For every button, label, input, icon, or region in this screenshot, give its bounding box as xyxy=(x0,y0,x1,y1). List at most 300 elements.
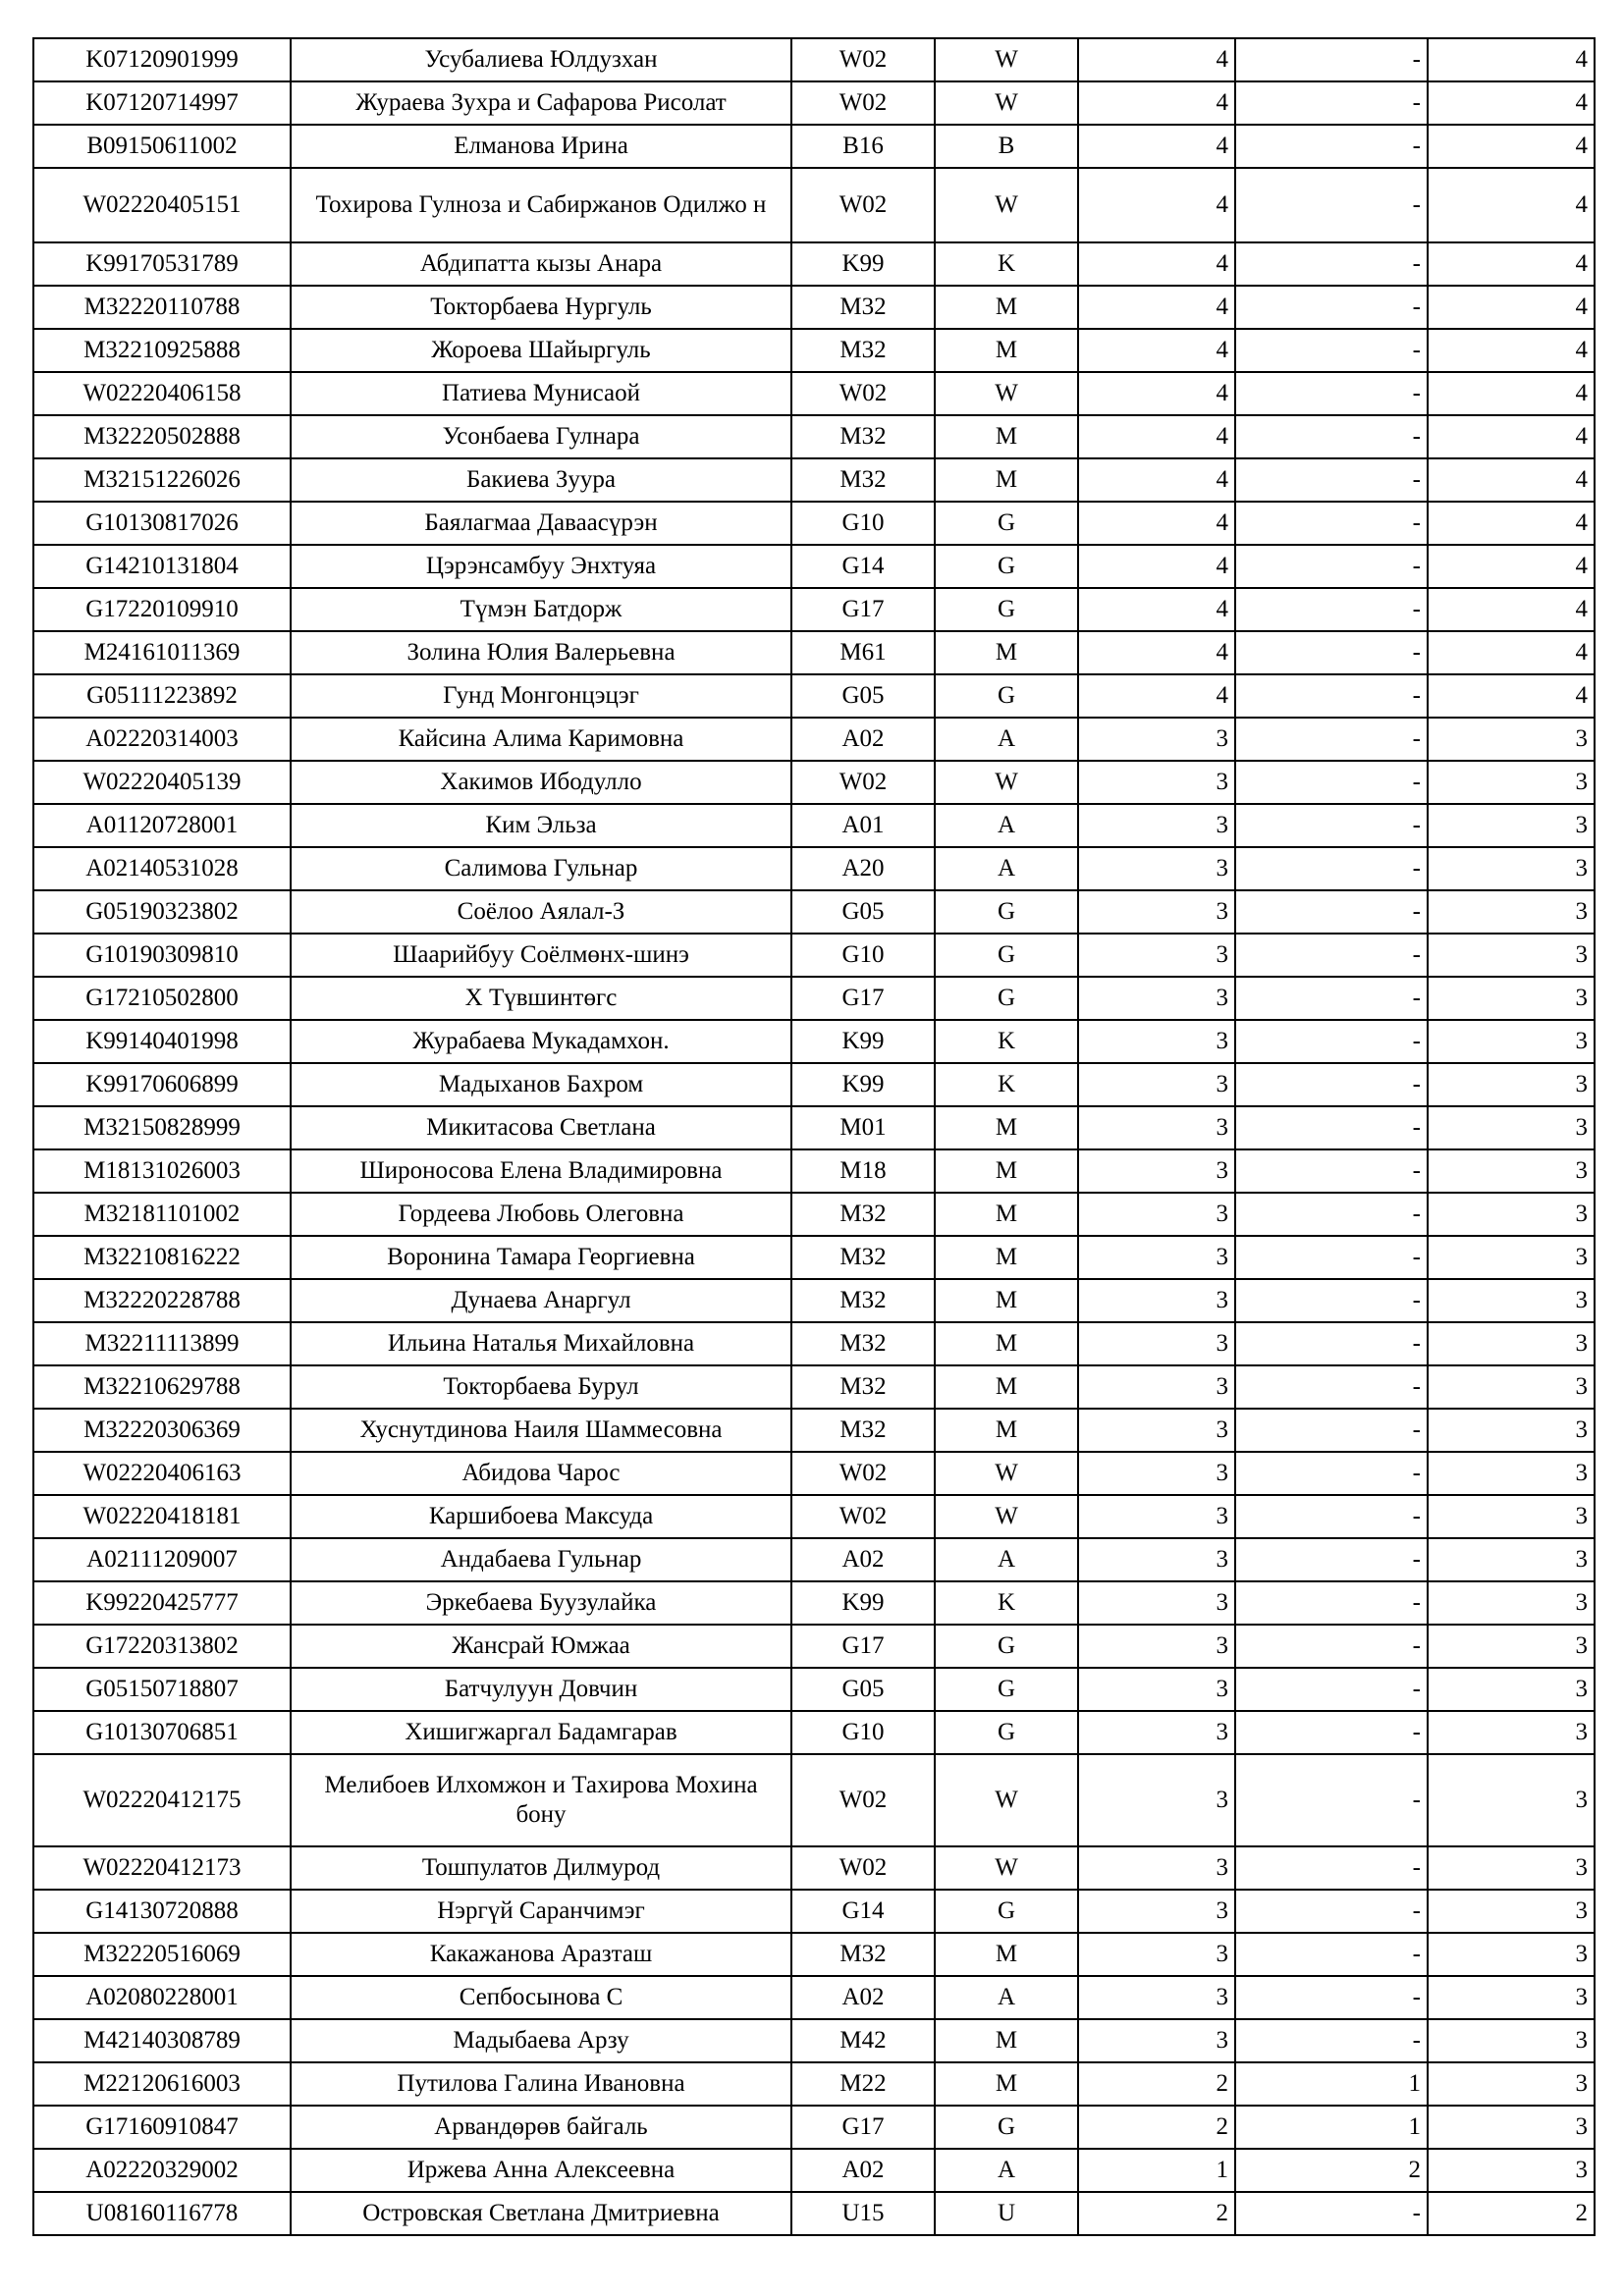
cell-category: M xyxy=(935,1365,1078,1409)
cell-count-a: 3 xyxy=(1078,1538,1235,1581)
cell-category: K xyxy=(935,242,1078,286)
cell-total: 3 xyxy=(1428,718,1595,761)
cell-category: W xyxy=(935,1846,1078,1890)
cell-total: 3 xyxy=(1428,1495,1595,1538)
cell-total: 3 xyxy=(1428,1106,1595,1149)
cell-category: A xyxy=(935,804,1078,847)
cell-name: Батчулуун Довчин xyxy=(291,1668,791,1711)
cell-total: 3 xyxy=(1428,1322,1595,1365)
cell-total: 4 xyxy=(1428,168,1595,242)
cell-id: M32150828999 xyxy=(33,1106,291,1149)
cell-category: M xyxy=(935,1322,1078,1365)
cell-name: Хишигжаргал Бадамгарав xyxy=(291,1711,791,1754)
cell-name: Тошпулатов Дилмурод xyxy=(291,1846,791,1890)
cell-id: M32220110788 xyxy=(33,286,291,329)
cell-count-a: 3 xyxy=(1078,1976,1235,2019)
table-row xyxy=(33,329,1595,372)
cell-count-a: 2 xyxy=(1078,2062,1235,2106)
table-row xyxy=(33,1846,1595,1890)
cell-id: K07120901999 xyxy=(33,38,291,81)
table-row xyxy=(33,38,1595,81)
cell-code: G05 xyxy=(791,1668,935,1711)
cell-total: 3 xyxy=(1428,847,1595,890)
cell-category: A xyxy=(935,847,1078,890)
cell-name: Жураева Зухра и Сафарова Рисолат xyxy=(291,81,791,125)
cell-total: 3 xyxy=(1428,1279,1595,1322)
cell-name: Усонбаева Гулнара xyxy=(291,415,791,458)
cell-total: 3 xyxy=(1428,1365,1595,1409)
cell-count-a: 3 xyxy=(1078,1236,1235,1279)
table-row xyxy=(33,1020,1595,1063)
cell-id: M18131026003 xyxy=(33,1149,291,1193)
cell-id: A02080228001 xyxy=(33,1976,291,2019)
cell-count-a: 3 xyxy=(1078,890,1235,934)
cell-code: G10 xyxy=(791,1711,935,1754)
cell-count-a: 3 xyxy=(1078,1106,1235,1149)
cell-id: M32220228788 xyxy=(33,1279,291,1322)
table-row xyxy=(33,890,1595,934)
cell-category: W xyxy=(935,81,1078,125)
cell-id: M32210925888 xyxy=(33,329,291,372)
cell-category: W xyxy=(935,38,1078,81)
cell-count-b: - xyxy=(1235,1846,1428,1890)
table-row xyxy=(33,1933,1595,1976)
cell-count-b: - xyxy=(1235,1279,1428,1322)
cell-name: Микитасова Светлана xyxy=(291,1106,791,1149)
cell-code: G17 xyxy=(791,1625,935,1668)
cell-name: Бакиева Зуура xyxy=(291,458,791,502)
cell-id: G17210502800 xyxy=(33,977,291,1020)
cell-total: 4 xyxy=(1428,588,1595,631)
cell-count-a: 3 xyxy=(1078,847,1235,890)
cell-category: K xyxy=(935,1581,1078,1625)
cell-id: W02220406158 xyxy=(33,372,291,415)
cell-total: 3 xyxy=(1428,761,1595,804)
cell-count-b: - xyxy=(1235,1890,1428,1933)
cell-code: M32 xyxy=(791,1322,935,1365)
cell-count-b: - xyxy=(1235,1538,1428,1581)
cell-code: W02 xyxy=(791,81,935,125)
table-row xyxy=(33,718,1595,761)
table-row xyxy=(33,934,1595,977)
cell-name: Сепбосынова С xyxy=(291,1976,791,2019)
cell-id: M32181101002 xyxy=(33,1193,291,1236)
cell-category: K xyxy=(935,1063,1078,1106)
table-row xyxy=(33,1279,1595,1322)
cell-category: M xyxy=(935,1236,1078,1279)
cell-name: Усубалиева Юлдузхан xyxy=(291,38,791,81)
cell-category: B xyxy=(935,125,1078,168)
cell-total: 4 xyxy=(1428,329,1595,372)
cell-id: G14130720888 xyxy=(33,1890,291,1933)
cell-name: Шаарийбуу Соёлмөнх-шинэ xyxy=(291,934,791,977)
cell-id: W02220412175 xyxy=(33,1754,291,1846)
cell-name: Золина Юлия Валерьевна xyxy=(291,631,791,674)
cell-count-b: - xyxy=(1235,1020,1428,1063)
cell-code: K99 xyxy=(791,1063,935,1106)
cell-count-b: - xyxy=(1235,1581,1428,1625)
cell-count-a: 1 xyxy=(1078,2149,1235,2192)
cell-total: 3 xyxy=(1428,1193,1595,1236)
cell-code: M32 xyxy=(791,1933,935,1976)
cell-count-a: 4 xyxy=(1078,415,1235,458)
cell-id: G10130706851 xyxy=(33,1711,291,1754)
cell-id: A02111209007 xyxy=(33,1538,291,1581)
cell-category: G xyxy=(935,2106,1078,2149)
cell-category: G xyxy=(935,502,1078,545)
table-row xyxy=(33,2106,1595,2149)
cell-count-b: - xyxy=(1235,977,1428,1020)
cell-name: Островская Светлана Дмитриевна xyxy=(291,2192,791,2235)
cell-id: M32210816222 xyxy=(33,1236,291,1279)
cell-code: W02 xyxy=(791,38,935,81)
cell-code: W02 xyxy=(791,1495,935,1538)
cell-category: G xyxy=(935,1625,1078,1668)
table-row xyxy=(33,2149,1595,2192)
table-row xyxy=(33,1149,1595,1193)
cell-name: Цэрэнсамбуу Энхтуяа xyxy=(291,545,791,588)
cell-code: G05 xyxy=(791,674,935,718)
cell-total: 3 xyxy=(1428,1890,1595,1933)
cell-code: W02 xyxy=(791,1846,935,1890)
cell-category: M xyxy=(935,1149,1078,1193)
table-row xyxy=(33,125,1595,168)
cell-code: A02 xyxy=(791,1976,935,2019)
cell-code: A20 xyxy=(791,847,935,890)
cell-count-b: - xyxy=(1235,1322,1428,1365)
cell-code: G17 xyxy=(791,977,935,1020)
cell-count-a: 4 xyxy=(1078,125,1235,168)
cell-id: M32210629788 xyxy=(33,1365,291,1409)
cell-count-a: 3 xyxy=(1078,1322,1235,1365)
cell-count-b: - xyxy=(1235,588,1428,631)
cell-category: M xyxy=(935,631,1078,674)
cell-id: W02220418181 xyxy=(33,1495,291,1538)
cell-total: 4 xyxy=(1428,125,1595,168)
table-row xyxy=(33,1322,1595,1365)
cell-total: 3 xyxy=(1428,1976,1595,2019)
cell-count-b: - xyxy=(1235,1063,1428,1106)
cell-count-b: - xyxy=(1235,718,1428,761)
cell-category: W xyxy=(935,372,1078,415)
cell-count-a: 4 xyxy=(1078,242,1235,286)
cell-count-a: 3 xyxy=(1078,1063,1235,1106)
cell-category: W xyxy=(935,761,1078,804)
cell-category: A xyxy=(935,1538,1078,1581)
cell-id: G05111223892 xyxy=(33,674,291,718)
cell-category: G xyxy=(935,588,1078,631)
table-row xyxy=(33,977,1595,1020)
cell-count-b: - xyxy=(1235,1625,1428,1668)
cell-id: W02220405151 xyxy=(33,168,291,242)
cell-count-a: 4 xyxy=(1078,631,1235,674)
cell-count-b: - xyxy=(1235,242,1428,286)
cell-name: Патиева Мунисаой xyxy=(291,372,791,415)
cell-id: A01120728001 xyxy=(33,804,291,847)
cell-total: 4 xyxy=(1428,372,1595,415)
table-row xyxy=(33,168,1595,242)
cell-count-b: - xyxy=(1235,2019,1428,2062)
cell-id: U08160116778 xyxy=(33,2192,291,2235)
cell-name: Салимова Гульнар xyxy=(291,847,791,890)
cell-id: G17220313802 xyxy=(33,1625,291,1668)
cell-id: G14210131804 xyxy=(33,545,291,588)
cell-name: Гордеева Любовь Олеговна xyxy=(291,1193,791,1236)
cell-count-b: - xyxy=(1235,372,1428,415)
cell-category: M xyxy=(935,458,1078,502)
cell-category: M xyxy=(935,1409,1078,1452)
cell-count-b: - xyxy=(1235,761,1428,804)
cell-count-a: 4 xyxy=(1078,81,1235,125)
cell-code: M32 xyxy=(791,1409,935,1452)
cell-code: M42 xyxy=(791,2019,935,2062)
cell-name: Эркебаева Буузулайка xyxy=(291,1581,791,1625)
cell-total: 3 xyxy=(1428,1668,1595,1711)
cell-count-a: 4 xyxy=(1078,545,1235,588)
cell-count-a: 3 xyxy=(1078,977,1235,1020)
cell-total: 3 xyxy=(1428,1020,1595,1063)
cell-count-a: 3 xyxy=(1078,804,1235,847)
cell-id: W02220405139 xyxy=(33,761,291,804)
cell-id: K07120714997 xyxy=(33,81,291,125)
cell-category: G xyxy=(935,890,1078,934)
table-row xyxy=(33,588,1595,631)
cell-count-a: 3 xyxy=(1078,1846,1235,1890)
cell-category: G xyxy=(935,934,1078,977)
cell-total: 4 xyxy=(1428,286,1595,329)
table-row xyxy=(33,1452,1595,1495)
cell-category: A xyxy=(935,718,1078,761)
cell-count-b: - xyxy=(1235,1365,1428,1409)
cell-code: G14 xyxy=(791,1890,935,1933)
cell-code: M32 xyxy=(791,415,935,458)
cell-name: Елманова Ирина xyxy=(291,125,791,168)
cell-count-b: - xyxy=(1235,1933,1428,1976)
cell-total: 3 xyxy=(1428,2019,1595,2062)
cell-name: Жансрай Юмжаа xyxy=(291,1625,791,1668)
cell-code: W02 xyxy=(791,761,935,804)
cell-count-a: 3 xyxy=(1078,1933,1235,1976)
table-row xyxy=(33,1538,1595,1581)
cell-category: G xyxy=(935,1668,1078,1711)
table-row xyxy=(33,1754,1595,1846)
cell-id: W02220406163 xyxy=(33,1452,291,1495)
cell-count-b: 1 xyxy=(1235,2062,1428,2106)
cell-count-a: 4 xyxy=(1078,329,1235,372)
cell-count-a: 3 xyxy=(1078,1149,1235,1193)
cell-category: M xyxy=(935,2019,1078,2062)
cell-total: 4 xyxy=(1428,545,1595,588)
cell-code: A01 xyxy=(791,804,935,847)
cell-id: M32220502888 xyxy=(33,415,291,458)
cell-code: G05 xyxy=(791,890,935,934)
cell-count-a: 4 xyxy=(1078,502,1235,545)
cell-total: 3 xyxy=(1428,804,1595,847)
table-row xyxy=(33,1668,1595,1711)
cell-count-a: 3 xyxy=(1078,1452,1235,1495)
table-row xyxy=(33,2192,1595,2235)
cell-count-b: - xyxy=(1235,286,1428,329)
cell-count-a: 3 xyxy=(1078,718,1235,761)
cell-count-b: - xyxy=(1235,1754,1428,1846)
table-row xyxy=(33,1409,1595,1452)
table-row xyxy=(33,804,1595,847)
table-row xyxy=(33,847,1595,890)
cell-count-b: - xyxy=(1235,1495,1428,1538)
cell-total: 3 xyxy=(1428,2106,1595,2149)
cell-total: 3 xyxy=(1428,1063,1595,1106)
cell-category: M xyxy=(935,1193,1078,1236)
table-row xyxy=(33,502,1595,545)
cell-name: Жороева Шайыргуль xyxy=(291,329,791,372)
table-row xyxy=(33,1193,1595,1236)
cell-name: Каршибоева Максуда xyxy=(291,1495,791,1538)
table-row xyxy=(33,1495,1595,1538)
cell-id: B09150611002 xyxy=(33,125,291,168)
cell-total: 3 xyxy=(1428,1538,1595,1581)
cell-code: M32 xyxy=(791,1365,935,1409)
table-row xyxy=(33,1976,1595,2019)
cell-code: M32 xyxy=(791,286,935,329)
cell-count-b: - xyxy=(1235,168,1428,242)
cell-id: M32220306369 xyxy=(33,1409,291,1452)
cell-id: G10130817026 xyxy=(33,502,291,545)
cell-name: Абдипатта кызы Анара xyxy=(291,242,791,286)
cell-count-b: - xyxy=(1235,458,1428,502)
cell-category: M xyxy=(935,1106,1078,1149)
cell-count-a: 3 xyxy=(1078,1890,1235,1933)
cell-name: Гунд Монгонцэцэг xyxy=(291,674,791,718)
cell-name: Андабаева Гульнар xyxy=(291,1538,791,1581)
cell-category: M xyxy=(935,415,1078,458)
cell-category: W xyxy=(935,1495,1078,1538)
cell-count-a: 3 xyxy=(1078,1409,1235,1452)
cell-code: U15 xyxy=(791,2192,935,2235)
cell-code: W02 xyxy=(791,168,935,242)
cell-count-b: - xyxy=(1235,1452,1428,1495)
cell-name: Түмэн Батдорж xyxy=(291,588,791,631)
cell-total: 4 xyxy=(1428,674,1595,718)
cell-id: G10190309810 xyxy=(33,934,291,977)
cell-count-a: 3 xyxy=(1078,1711,1235,1754)
cell-name: Мадыбаева Арзу xyxy=(291,2019,791,2062)
table-row xyxy=(33,458,1595,502)
cell-code: M22 xyxy=(791,2062,935,2106)
cell-code: M32 xyxy=(791,1193,935,1236)
table-row xyxy=(33,2062,1595,2106)
cell-name: Абидова Чарос xyxy=(291,1452,791,1495)
cell-count-a: 4 xyxy=(1078,458,1235,502)
cell-id: G17220109910 xyxy=(33,588,291,631)
cell-code: M32 xyxy=(791,1236,935,1279)
cell-total: 3 xyxy=(1428,1452,1595,1495)
cell-count-b: 1 xyxy=(1235,2106,1428,2149)
cell-category: G xyxy=(935,545,1078,588)
cell-code: W02 xyxy=(791,1754,935,1846)
cell-count-b: - xyxy=(1235,890,1428,934)
cell-count-a: 3 xyxy=(1078,934,1235,977)
cell-id: M32151226026 xyxy=(33,458,291,502)
cell-name: Арвандөрөв байгаль xyxy=(291,2106,791,2149)
cell-id: K99220425777 xyxy=(33,1581,291,1625)
cell-count-a: 2 xyxy=(1078,2192,1235,2235)
cell-total: 4 xyxy=(1428,502,1595,545)
cell-code: M32 xyxy=(791,458,935,502)
cell-count-a: 4 xyxy=(1078,588,1235,631)
cell-total: 4 xyxy=(1428,81,1595,125)
cell-total: 4 xyxy=(1428,631,1595,674)
cell-count-b: - xyxy=(1235,1149,1428,1193)
cell-code: K99 xyxy=(791,242,935,286)
cell-count-b: - xyxy=(1235,329,1428,372)
cell-code: M32 xyxy=(791,1279,935,1322)
cell-category: M xyxy=(935,1933,1078,1976)
cell-id: M42140308789 xyxy=(33,2019,291,2062)
table-row xyxy=(33,1711,1595,1754)
cell-code: W02 xyxy=(791,372,935,415)
cell-category: W xyxy=(935,1452,1078,1495)
cell-count-b: - xyxy=(1235,1236,1428,1279)
cell-total: 3 xyxy=(1428,934,1595,977)
table-row xyxy=(33,242,1595,286)
cell-category: G xyxy=(935,674,1078,718)
cell-total: 3 xyxy=(1428,977,1595,1020)
cell-count-b: - xyxy=(1235,502,1428,545)
cell-name: Воронина Тамара Георгиевна xyxy=(291,1236,791,1279)
table-row xyxy=(33,81,1595,125)
cell-name: Баялагмаа Даваасүрэн xyxy=(291,502,791,545)
cell-code: G10 xyxy=(791,934,935,977)
cell-name: Хуснутдинова Наиля Шаммесовна xyxy=(291,1409,791,1452)
cell-category: W xyxy=(935,168,1078,242)
cell-count-b: - xyxy=(1235,1106,1428,1149)
table-row xyxy=(33,372,1595,415)
cell-count-b: - xyxy=(1235,125,1428,168)
cell-total: 4 xyxy=(1428,415,1595,458)
cell-name: Какажанова Аразташ xyxy=(291,1933,791,1976)
cell-id: A02220329002 xyxy=(33,2149,291,2192)
cell-code: G14 xyxy=(791,545,935,588)
cell-count-a: 4 xyxy=(1078,372,1235,415)
cell-count-a: 3 xyxy=(1078,761,1235,804)
cell-name: Х Түвшинтөгс xyxy=(291,977,791,1020)
cell-name: Токторбаева Бурул xyxy=(291,1365,791,1409)
cell-id: K99170531789 xyxy=(33,242,291,286)
cell-category: U xyxy=(935,2192,1078,2235)
cell-count-b: - xyxy=(1235,934,1428,977)
cell-name: Токторбаева Нургуль xyxy=(291,286,791,329)
cell-id: M22120616003 xyxy=(33,2062,291,2106)
cell-name: Иржева Анна Алексеевна xyxy=(291,2149,791,2192)
cell-name: Мадыханов Бахром xyxy=(291,1063,791,1106)
cell-count-b: - xyxy=(1235,1409,1428,1452)
cell-code: A02 xyxy=(791,2149,935,2192)
cell-code: A02 xyxy=(791,718,935,761)
cell-code: K99 xyxy=(791,1581,935,1625)
table-row xyxy=(33,545,1595,588)
cell-count-b: - xyxy=(1235,81,1428,125)
cell-id: G05150718807 xyxy=(33,1668,291,1711)
table-row xyxy=(33,631,1595,674)
cell-count-a: 4 xyxy=(1078,286,1235,329)
table-row xyxy=(33,1063,1595,1106)
cell-name: Кайсина Алима Каримовна xyxy=(291,718,791,761)
cell-id: M32211113899 xyxy=(33,1322,291,1365)
cell-id: M24161011369 xyxy=(33,631,291,674)
cell-code: B16 xyxy=(791,125,935,168)
cell-code: W02 xyxy=(791,1452,935,1495)
cell-total: 2 xyxy=(1428,2192,1595,2235)
